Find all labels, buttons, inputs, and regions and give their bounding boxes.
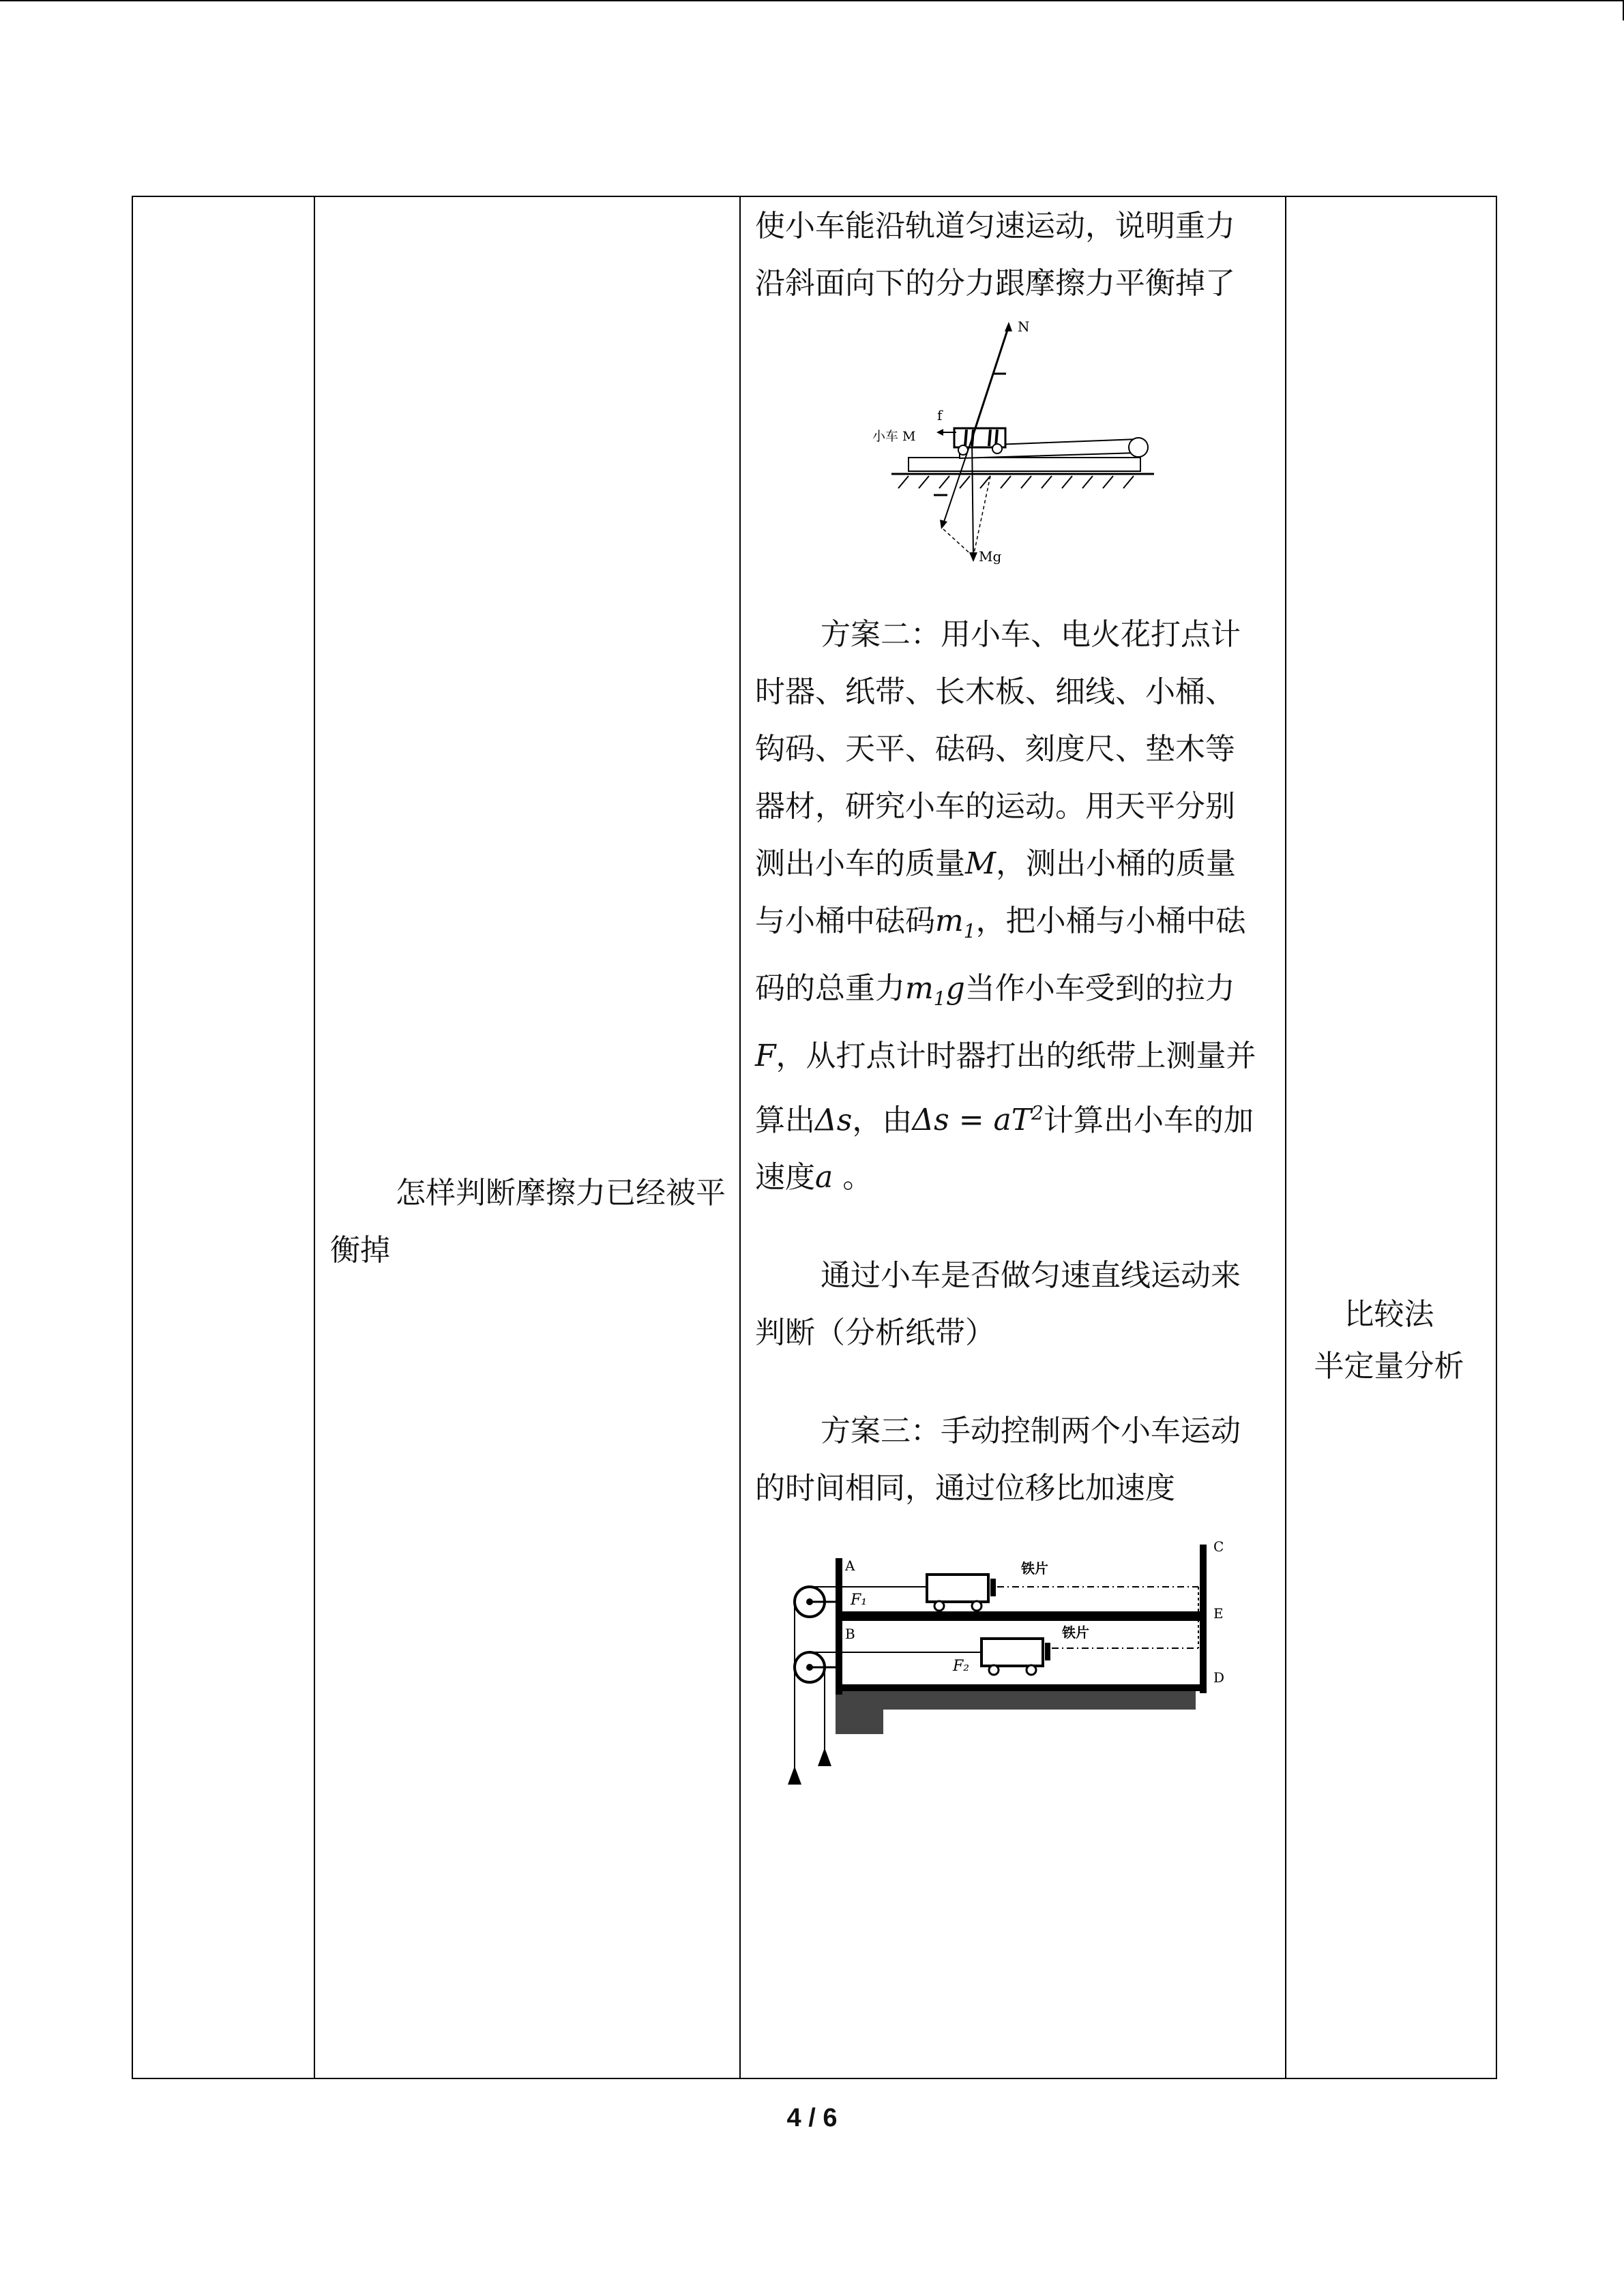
symbol-m1g — [905, 970, 965, 1010]
label-cart: 小车 M — [872, 429, 916, 444]
method-column — [1285, 1289, 1493, 1392]
symbol-m1g-sub: 1 — [933, 987, 946, 1010]
scheme-two-text-f: ，由 — [852, 1103, 913, 1138]
page-number: 4 / 6 — [786, 2104, 838, 2132]
friction-force-diagram — [755, 312, 1260, 599]
label-F1: F₁ — [851, 1592, 868, 1609]
scheme-two-text-a: 方案二：用小车、电火花打点计时器、纸带、长木板、细线、小桶、钩码、天平、砝码、刻度尺、垫木等器材，研究小车的运动。用天平分别测出小车的质量 — [755, 617, 1241, 881]
label-f: f — [937, 407, 943, 423]
scheme-two-text-e: ，从打点计时器打出的纸带上测量并算出 — [755, 1038, 1256, 1138]
paragraph-scheme-two — [755, 606, 1260, 1206]
label-E: E — [1213, 1605, 1224, 1622]
symbol-m1-sub: 1 — [963, 919, 976, 942]
table-cell-blank — [132, 196, 314, 2078]
symbol-m1g-g: g — [945, 970, 965, 1006]
table-cell-question — [314, 196, 740, 2078]
scheme-two-text-d: 当作小车受到的拉力 — [964, 970, 1235, 1006]
symbol-M: M — [965, 846, 996, 881]
label-A: A — [845, 1557, 855, 1575]
symbol-m1g-base: m — [905, 970, 934, 1006]
paragraph-scheme-three: 方案三：手动控制两个小车运动的时间相同，通过位移比加速度 — [755, 1414, 1241, 1506]
symbol-delta-s: Δs — [815, 1103, 853, 1138]
label-B: B — [845, 1626, 855, 1643]
label-iron-upper: 铁片 — [1021, 1560, 1048, 1577]
symbol-a: a — [815, 1160, 833, 1195]
formula-delta-s — [912, 1103, 1044, 1137]
formula-exponent: 2 — [1031, 1101, 1044, 1124]
page-top-rule — [0, 0, 1624, 1]
two-cart-apparatus-diagram — [755, 1531, 1260, 1790]
scheme-two-text-h: 。 — [833, 1160, 873, 1195]
symbol-m1-base: m — [935, 904, 964, 938]
table-cell-method — [1286, 196, 1496, 2078]
method-semi-quantitative: 半定量分析 — [1314, 1349, 1464, 1384]
scheme-two-text-b: ，测出小桶的质量与小桶中砝码 — [755, 846, 1237, 938]
label-N: N — [1018, 318, 1030, 335]
question-text: 怎样判断摩擦力已经被平衡掉 — [330, 1176, 726, 1268]
label-C: C — [1213, 1538, 1224, 1555]
scheme-two-text-g: 计算出小车的加速度 — [755, 1103, 1254, 1195]
symbol-m1 — [935, 904, 976, 942]
label-iron-lower: 铁片 — [1062, 1624, 1089, 1641]
formula-left: Δs = aT — [912, 1103, 1032, 1138]
symbol-F: F — [755, 1038, 776, 1073]
method-comparison: 比较法 — [1344, 1297, 1434, 1332]
paragraph-judge: 通过小车是否做匀速直线运动来判断（分析纸带） — [755, 1258, 1241, 1351]
content-column — [755, 198, 1260, 1798]
scheme-two-text-c: ，把小桶与小桶中砝码的总重力 — [755, 904, 1246, 1006]
label-Mg: Mg — [979, 548, 1002, 565]
label-D: D — [1213, 1669, 1225, 1686]
label-F2: F₂ — [953, 1658, 970, 1675]
paragraph-balance: 使小车能沿轨道匀速运动，说明重力沿斜面向下的分力跟摩擦力平衡掉了 — [755, 209, 1235, 301]
